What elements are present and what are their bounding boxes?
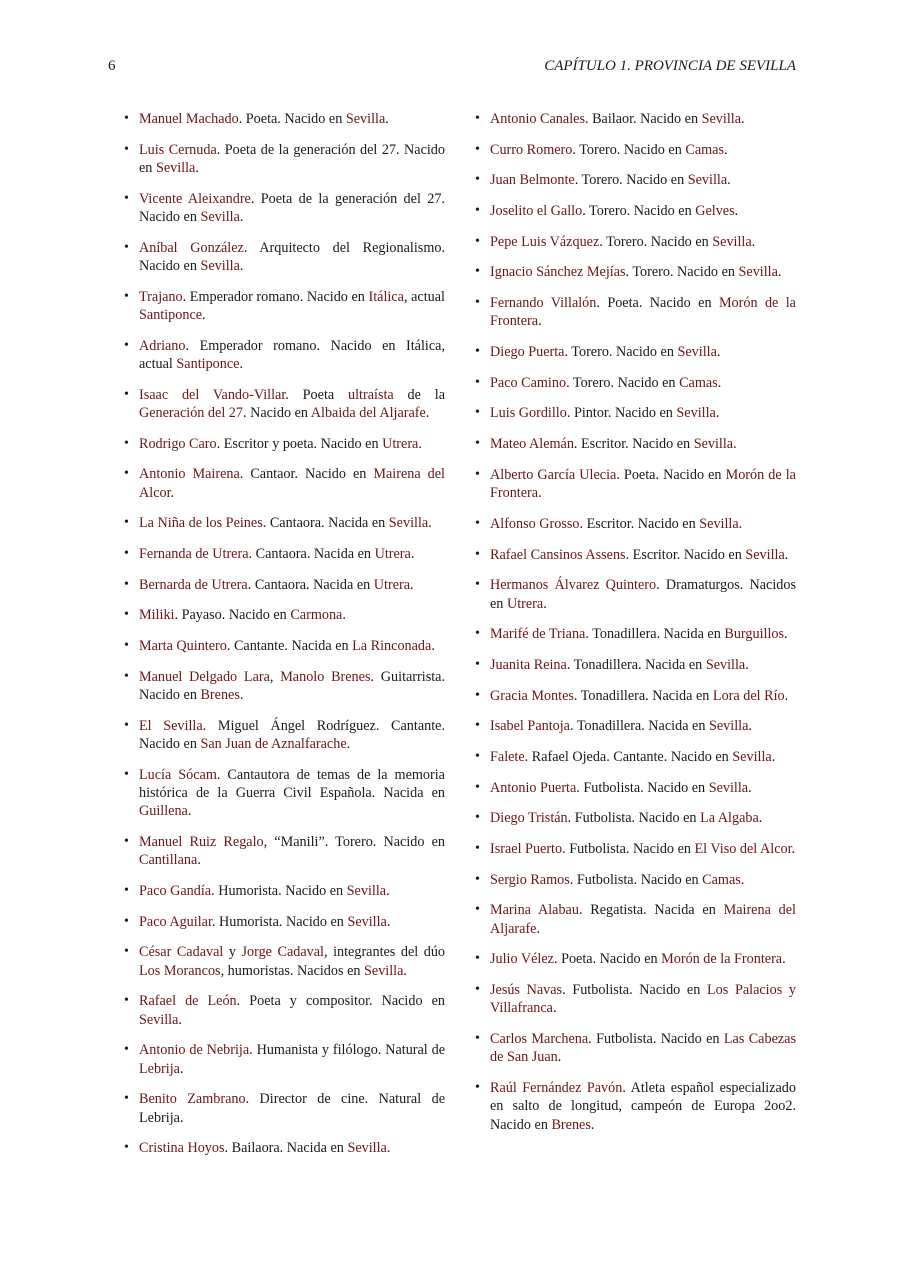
- list-text: .: [410, 576, 414, 593]
- list-text: .: [536, 920, 541, 937]
- list-item: [490, 779, 796, 797]
- link[interactable]: Utrera: [374, 545, 411, 562]
- list-text: . Arquitecto del Regionalismo. Nacido en: [139, 239, 445, 274]
- list-text: , actual: [403, 288, 445, 305]
- link[interactable]: Utrera: [506, 595, 544, 612]
- list-text: . Humorista. Nacido en: [211, 913, 348, 930]
- list-text: . Emperador romano. Nacido en Itálica, actual: [139, 337, 445, 372]
- link[interactable]: Los Morancos: [139, 962, 221, 979]
- link[interactable]: Antonio Canales: [490, 111, 585, 127]
- link[interactable]: Antonio Mairena: [139, 466, 240, 483]
- link[interactable]: Paco Aguilar: [139, 913, 212, 930]
- list-text: .: [403, 962, 407, 979]
- link[interactable]: Sevilla: [388, 515, 429, 532]
- list-text: .: [751, 233, 756, 250]
- list-text: .: [178, 1011, 182, 1028]
- list-item: [490, 233, 796, 251]
- list-text: .: [195, 159, 199, 176]
- link[interactable]: Antonio Puerta: [490, 779, 577, 796]
- list-text: . Torero. Nacido en: [625, 264, 739, 281]
- list-text: . Cantautora de temas de la memoria histórica de la Guerra Civil Española. Nacida en: [139, 766, 445, 801]
- list-item: [139, 141, 445, 178]
- list-item: [490, 717, 796, 735]
- link[interactable]: Morón de la Frontera: [490, 295, 796, 330]
- list-item: [490, 546, 796, 564]
- list-text: . Poeta. Nacido en: [616, 466, 726, 483]
- list-text: .: [716, 344, 721, 361]
- list-text: . Payaso. Nacido en: [174, 607, 291, 624]
- link[interactable]: Los Palacios y Villafranca: [490, 982, 796, 1017]
- link[interactable]: Sevilla: [738, 264, 778, 281]
- link[interactable]: Vicente Aleixandre: [139, 190, 251, 207]
- link[interactable]: Camas: [702, 871, 741, 888]
- list-text: . Emperador romano. Nacido en: [182, 288, 369, 305]
- list-text: de la: [393, 386, 445, 403]
- list-item: [490, 263, 796, 281]
- link[interactable]: Marta Quintero: [139, 638, 227, 655]
- list-text: ,: [269, 668, 281, 685]
- link[interactable]: Sevilla: [693, 436, 734, 453]
- list-text: y: [223, 944, 242, 961]
- link[interactable]: Sevilla: [364, 962, 404, 979]
- list-item: [490, 871, 796, 889]
- link[interactable]: Isaac del Vando-Villar: [139, 386, 286, 403]
- link[interactable]: Jorge Cadaval: [241, 944, 324, 961]
- list-text: .: [733, 436, 737, 453]
- link[interactable]: Marifé de Triana: [490, 626, 586, 643]
- link[interactable]: Hermanos Álvarez Quintero: [490, 577, 657, 594]
- list-item: [490, 171, 796, 189]
- link[interactable]: Sevilla: [347, 1140, 387, 1157]
- list-item: [139, 545, 445, 563]
- list-item: [139, 239, 445, 276]
- list-text: . Cantante. Nacida en: [226, 638, 353, 655]
- list-item: [139, 1139, 445, 1157]
- list-text: .: [557, 1049, 562, 1066]
- link[interactable]: Generación del 27: [139, 404, 243, 421]
- list-text: . Nacido en: [243, 404, 311, 421]
- list-text: . Torero. Nacido en: [582, 203, 696, 220]
- list-text: .: [727, 172, 731, 189]
- list-text: . Cantaora. Nacida en: [262, 515, 389, 532]
- left-column-list: [139, 110, 445, 1170]
- list-item: [490, 901, 796, 938]
- link[interactable]: Sevilla: [346, 882, 387, 899]
- link[interactable]: Carmona: [290, 607, 343, 624]
- list-item: [139, 1090, 445, 1127]
- link[interactable]: Raúl Fernández Pavón: [490, 1080, 623, 1097]
- list-item: [490, 1030, 796, 1067]
- list-item: [490, 343, 796, 361]
- list-item: [139, 913, 445, 931]
- list-item: [490, 840, 796, 858]
- list-item: [490, 625, 796, 643]
- list-text: .: [418, 435, 422, 452]
- list-text: .: [748, 718, 752, 735]
- list-text: .: [784, 546, 789, 563]
- link[interactable]: Miliki: [139, 607, 175, 624]
- link[interactable]: Gelves: [695, 203, 735, 220]
- link[interactable]: Israel Puerto: [490, 841, 563, 858]
- link[interactable]: Trajano: [139, 288, 183, 305]
- link[interactable]: Sevilla: [347, 913, 387, 930]
- link[interactable]: Santiponce: [139, 306, 203, 323]
- link[interactable]: Sevilla: [745, 546, 785, 563]
- list-item: [139, 576, 445, 594]
- link[interactable]: Brenes: [551, 1116, 591, 1133]
- list-text: .: [590, 1116, 595, 1133]
- link[interactable]: Albaida del Aljarafe: [310, 404, 426, 421]
- link[interactable]: Sevilla: [687, 172, 728, 189]
- link[interactable]: Guillena: [139, 803, 188, 820]
- list-text: .: [543, 595, 547, 612]
- link[interactable]: San Juan de Aznalfarache: [200, 735, 347, 752]
- list-item: [490, 294, 796, 331]
- link[interactable]: Aníbal González: [139, 239, 244, 256]
- list-text: .: [428, 515, 432, 532]
- list-text: . Poeta. Nacido en: [596, 295, 719, 312]
- list-text: . Escritor. Nacido en: [579, 515, 700, 532]
- list-text: .: [431, 638, 435, 655]
- list-text: . Futbolista. Nacido en: [588, 1031, 724, 1048]
- list-text: .: [745, 656, 749, 673]
- list-text: .: [187, 803, 192, 820]
- link[interactable]: Carlos Marchena: [490, 1031, 589, 1048]
- list-text: . Futbolista. Nacido en: [576, 779, 709, 796]
- link[interactable]: Sevilla: [705, 656, 746, 673]
- link[interactable]: Mairena del Aljarafe: [490, 902, 796, 937]
- list-text: .: [239, 355, 244, 372]
- list-text: . Rafael Ojeda. Cantante. Nacido en: [524, 748, 733, 765]
- list-text: .: [170, 484, 175, 501]
- link[interactable]: Sergio Ramos: [490, 871, 570, 888]
- list-text: .: [239, 257, 244, 274]
- list-text: .: [538, 313, 542, 330]
- link[interactable]: Benito Zambrano: [139, 1091, 246, 1108]
- link[interactable]: Paco Camino: [490, 374, 567, 391]
- list-text: . Pintor. Nacido en: [566, 405, 677, 422]
- link[interactable]: Sevilla: [200, 208, 240, 225]
- list-text: . Cantaora. Nacida en: [247, 576, 374, 593]
- list-text: . Poeta. Nacido en: [238, 111, 346, 127]
- list-item: [139, 288, 445, 325]
- list-text: . Poeta de la generación del 27. Nacido en: [139, 190, 445, 225]
- list-text: .: [410, 545, 415, 562]
- link[interactable]: Sevilla: [200, 257, 240, 274]
- link[interactable]: Sevilla: [155, 159, 196, 176]
- page-number: 6: [108, 58, 116, 74]
- list-text: .: [425, 404, 430, 421]
- list-item: [139, 435, 445, 453]
- list-item: [139, 606, 445, 624]
- link[interactable]: Ignacio Sánchez Mejías: [490, 264, 626, 281]
- link[interactable]: Rodrigo Caro: [139, 435, 217, 452]
- list-text: . Regatista. Nacida en: [578, 902, 724, 919]
- running-head: CAPÍTULO 1. PROVINCIA DE SEVILLA: [544, 58, 796, 74]
- link[interactable]: Manuel Delgado Lara: [139, 668, 270, 685]
- link[interactable]: Joselito el Gallo: [490, 203, 583, 220]
- list-text: .: [197, 852, 201, 869]
- link[interactable]: Sevilla: [701, 111, 741, 127]
- list-text: .: [717, 374, 722, 391]
- list-text: . Tonadillera. Nacida en: [573, 687, 713, 704]
- link[interactable]: Antonio de Nebrija: [139, 1042, 250, 1059]
- list-text: . Futbolista. Nacido en: [569, 871, 703, 888]
- list-item: [490, 435, 796, 453]
- list-item: [490, 515, 796, 533]
- list-text: .: [758, 810, 763, 827]
- link[interactable]: Manuel Ruiz Regalo: [139, 833, 264, 850]
- list-text: . Poeta y compositor. Nacido en: [236, 993, 446, 1010]
- link[interactable]: Sevilla: [708, 779, 749, 796]
- list-text: . Humorista. Nacido en: [211, 882, 347, 899]
- list-item: [139, 833, 445, 870]
- list-item: [490, 748, 796, 766]
- list-text: . Futbolista. Nacido en: [562, 982, 707, 999]
- link[interactable]: César Cadaval: [139, 944, 224, 961]
- link[interactable]: Pepe Luis Vázquez: [490, 233, 600, 250]
- list-text: .: [386, 913, 391, 930]
- list-item: [139, 766, 445, 821]
- list-item: [139, 337, 445, 374]
- list-text: . Atleta español especializado en salto de longitud, campeón de Europa 2oo2. Nacido en: [490, 1080, 796, 1133]
- link[interactable]: El Sevilla: [139, 717, 203, 734]
- list-item: [139, 668, 445, 705]
- link[interactable]: Lucía Sócam: [139, 766, 217, 783]
- link[interactable]: Sevilla: [677, 344, 717, 361]
- list-text: , “Manili”. Torero. Nacido en: [263, 833, 445, 850]
- list-item: [490, 466, 796, 503]
- link[interactable]: Luis Cernuda: [139, 141, 217, 158]
- link[interactable]: Bernarda de Utrera: [139, 576, 248, 593]
- link[interactable]: La Rinconada: [352, 638, 432, 655]
- link[interactable]: Sevilla: [708, 718, 749, 735]
- list-item: [490, 656, 796, 674]
- list-text: .: [791, 841, 796, 858]
- list-text: .: [239, 208, 244, 225]
- list-text: .: [342, 607, 346, 624]
- link[interactable]: Rafael Cansinos Assens: [490, 546, 626, 563]
- link[interactable]: Fernando Villalón: [490, 295, 597, 312]
- link[interactable]: Fernanda de Utrera: [139, 545, 249, 562]
- list-item: [139, 465, 445, 502]
- list-item: [139, 943, 445, 980]
- list-text: . Futbolista. Nacido en: [562, 841, 695, 858]
- list-text: . Torero. Nacido en: [564, 344, 678, 361]
- link[interactable]: Alfonso Grosso: [490, 515, 580, 532]
- list-text: . Tonadillera. Nacida en: [569, 718, 709, 735]
- list-item: [490, 981, 796, 1018]
- link[interactable]: Manuel Machado: [139, 111, 239, 127]
- link[interactable]: Cantillana: [139, 852, 198, 869]
- link[interactable]: Brenes: [200, 687, 240, 703]
- list-text: . Torero. Nacido en: [574, 172, 688, 189]
- link[interactable]: Marina Alabau: [490, 902, 579, 919]
- list-text: .: [715, 405, 720, 422]
- list-text: . Dramaturgos. Nacidos en: [490, 577, 796, 612]
- link[interactable]: Mateo Alemán: [490, 436, 574, 453]
- link[interactable]: Sevilla: [699, 515, 739, 532]
- list-text: .: [386, 1140, 391, 1157]
- list-text: , integrantes del dúo: [324, 944, 446, 961]
- link[interactable]: Diego Tristán: [490, 810, 568, 827]
- link[interactable]: Camas: [685, 141, 724, 158]
- list-text: .: [346, 735, 351, 752]
- list-text: . Humanista y filólogo. Natural de: [249, 1042, 446, 1059]
- list-item: [139, 386, 445, 423]
- link[interactable]: El Viso del Alcor: [694, 841, 792, 858]
- list-item: [490, 404, 796, 422]
- list-text: .: [782, 951, 786, 968]
- list-text: . Futbolista. Nacido en: [567, 810, 701, 827]
- link[interactable]: Cristina Hoyos: [139, 1140, 225, 1157]
- list-text: . Miguel Ángel Rodríguez. Cantante. Nacido en: [139, 717, 446, 752]
- list-item: [490, 576, 796, 613]
- list-text: .: [738, 515, 743, 532]
- link[interactable]: Lora del Río: [712, 687, 785, 704]
- link[interactable]: Utrera: [373, 576, 411, 593]
- list-text: .: [385, 111, 389, 127]
- link[interactable]: Sevilla: [139, 1011, 179, 1028]
- list-item: [139, 1041, 445, 1078]
- link[interactable]: La Algaba: [700, 810, 759, 827]
- list-text: .: [741, 111, 745, 127]
- list-item: [139, 992, 445, 1029]
- list-text: , humoristas. Nacidos en: [220, 962, 365, 979]
- list-item: [490, 202, 796, 220]
- list-item: [490, 809, 796, 827]
- list-item: [490, 110, 796, 128]
- list-text: . Bailaor. Nacido en: [584, 111, 702, 127]
- link[interactable]: Las Cabezas de San Juan: [490, 1031, 796, 1066]
- link[interactable]: Juanita Reina: [490, 656, 567, 673]
- list-item: [139, 110, 445, 128]
- link[interactable]: Isabel Pantoja: [490, 718, 570, 735]
- list-text: . Poeta de la generación del 27. Nacido en: [139, 141, 445, 176]
- list-text: .: [723, 141, 728, 158]
- link[interactable]: Paco Gandía: [139, 882, 212, 899]
- list-text: .: [748, 779, 752, 796]
- list-text: . Cantaora. Nacida en: [248, 545, 375, 562]
- link[interactable]: Itálica: [368, 288, 404, 305]
- list-item: [139, 190, 445, 227]
- link[interactable]: Gracia Montes: [490, 687, 574, 704]
- link[interactable]: Alberto García Ulecia: [490, 466, 617, 483]
- list-text: .: [777, 264, 782, 281]
- link[interactable]: Mairena del Alcor: [139, 466, 445, 501]
- list-text: . Poeta. Nacido en: [553, 951, 662, 968]
- link[interactable]: Luis Gordillo: [490, 405, 567, 422]
- list-text: .: [552, 1000, 557, 1017]
- link[interactable]: Manolo Brenes: [280, 668, 371, 685]
- list-text: .: [734, 203, 739, 220]
- right-column-list: [490, 110, 796, 1146]
- link[interactable]: Morón de la Frontera: [661, 951, 783, 968]
- list-text: .: [202, 306, 206, 323]
- list-item: [139, 514, 445, 532]
- link[interactable]: Diego Puerta: [490, 344, 565, 361]
- list-text: . Escritor. Nacido en: [573, 436, 694, 453]
- link[interactable]: Sevilla: [712, 233, 752, 250]
- list-item: [139, 717, 445, 754]
- list-text: . Poeta: [285, 386, 349, 403]
- list-text: . Escritor. Nacido en: [625, 546, 746, 563]
- link[interactable]: Jesús Navas: [490, 982, 563, 999]
- list-text: .: [771, 748, 776, 765]
- link[interactable]: Morón de la Frontera: [490, 466, 796, 502]
- list-item: [139, 637, 445, 655]
- list-text: .: [740, 871, 745, 888]
- list-text: .: [784, 687, 789, 704]
- list-text: . Bailaora. Nacida en: [224, 1140, 348, 1157]
- list-text: . Tonadillera. Nacida en: [585, 626, 725, 643]
- list-text: . Torero. Nacido en: [566, 374, 680, 391]
- list-item: [490, 950, 796, 968]
- list-item: [139, 882, 445, 900]
- list-text: . Director de cine. Natural de Lebrija.: [139, 1091, 445, 1126]
- list-text: . Escritor y poeta. Nacido en: [216, 435, 383, 452]
- link[interactable]: Curro Romero: [490, 141, 573, 158]
- list-item: [490, 1079, 796, 1134]
- list-text: .: [179, 1060, 184, 1077]
- link[interactable]: Burguillos: [724, 626, 785, 643]
- link[interactable]: Utrera: [382, 435, 419, 452]
- link[interactable]: Julio Vélez: [490, 951, 554, 968]
- list-text: .: [784, 626, 788, 643]
- link[interactable]: Adriano: [139, 337, 186, 354]
- list-text: . Torero. Nacido en: [599, 233, 713, 250]
- list-text: .: [538, 485, 542, 502]
- link[interactable]: Sevilla: [732, 748, 772, 765]
- list-text: . Tonadillera. Nacida en: [566, 656, 706, 673]
- list-text: .: [386, 882, 390, 899]
- link[interactable]: Santiponce: [176, 355, 240, 372]
- list-text: . Guitarrista. Nacido en: [139, 668, 445, 703]
- link[interactable]: La Niña de los Peines: [139, 515, 263, 532]
- link[interactable]: Sevilla: [676, 405, 716, 422]
- link[interactable]: Lebrija: [139, 1060, 180, 1077]
- list-item: [490, 687, 796, 705]
- list-text: . Cantaor. Nacido en: [239, 466, 374, 483]
- list-item: [490, 141, 796, 159]
- list-item: [490, 374, 796, 392]
- link[interactable]: Sevilla: [345, 111, 386, 127]
- link[interactable]: ultraísta: [348, 386, 394, 403]
- link[interactable]: Rafael de León: [139, 993, 237, 1010]
- link[interactable]: Camas: [679, 374, 718, 391]
- list-text: . Torero. Nacido en: [572, 141, 686, 158]
- link[interactable]: Juan Belmonte: [490, 172, 575, 189]
- link[interactable]: Falete: [490, 748, 525, 765]
- list-text: .: [239, 687, 244, 703]
